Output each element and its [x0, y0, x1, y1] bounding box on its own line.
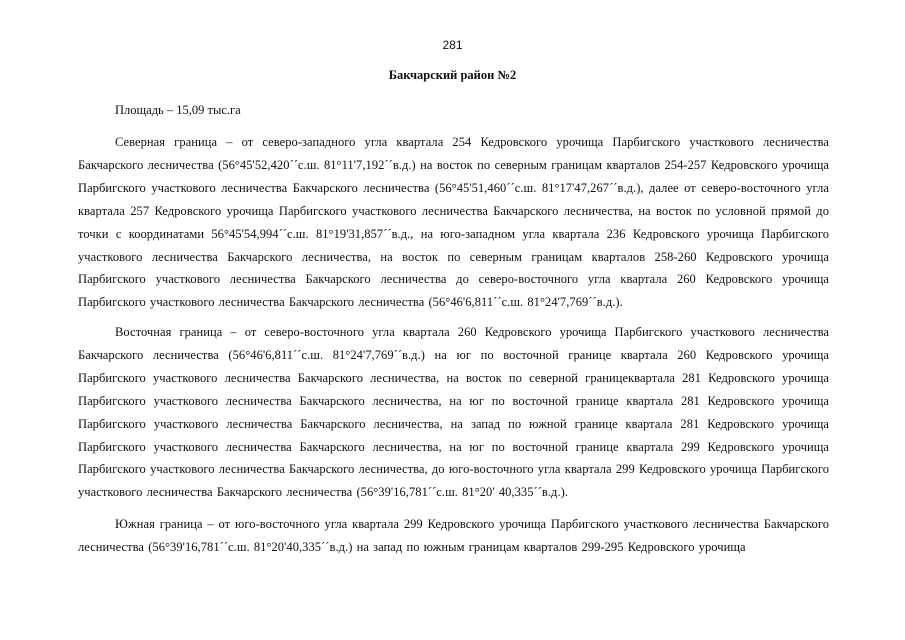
page-number: 281 [442, 38, 463, 52]
area-line: Площадь – 15,09 тыс.га [115, 103, 241, 117]
eastern-border-paragraph: Восточная граница – от северо-восточного угла квартала 260 Кедровского урочища Парбигского участкового лесничества Бакчарского лесничества (56°46'6,811´´с.ш. 81°24'7,769´´в.д.) на юг по восточной границе квартала 260 Кедровского урочища Парбигского участкового лесничества Бакчарского лесничества, на восток по северной границеквартала 281 Кедровского урочища Парбигского участкового лесничества Бакчарского лесничества, на юг по восточной границе квартала 281 Кедровского урочища Парбигского участкового лесничества Бакчарского лесничества, на запад по южной границе квартала 281 Кедровского урочища Парбигского участкового лесничества Бакчарского лесничества, на юг по восточной границе квартала 299 Кедровского урочища Парбигского участкового лесничества Бакчарского лесничества, до юго-восточного угла квартала 299 Кедровского урочища Парбигского участкового лесничества Бакчарского лесничества (56°39'16,781´´с.ш. 81°20' 40,335´´в.д.). [78, 325, 829, 500]
northern-border-paragraph: Северная граница – от северо-западного угла квартала 254 Кедровского урочища Парбигского участкового лесничества Бакчарского лесничества (56°45'52,420´´с.ш. 81°11'7,192´´в.д.) на восток по северным границам кварталов 254-257 Кедровского урочища Парбигского участкового лесничества Бакчарского лесничества (56°45'51,460´´с.ш. 81°17'47,267´´в.д.), далее от северо-восточного угла квартала 257 Кедровского урочища Парбигского участкового лесничества Бакчарского лесничества, на восток по условной прямой до точки с координатами 56°45'54,994´´с.ш. 81°19'31,857´´в.д., на юго-западном угла квартала 236 Кедровского урочища Парбигского участкового лесничества Бакчарского лесничества, на восток по северным границам кварталов 258-260 Кедровского урочища Парбигского участкового лесничества Бакчарского лесничества до северо-восточного угла квартала 260 Кедровского урочища Парбигского участкового лесничества Бакчарского лесничества (56°46'6,811´´с.ш. 81°24'7,769´´в.д.). [78, 135, 829, 310]
page-title: Бакчарский район №2 [388, 68, 517, 82]
southern-border-paragraph: Южная граница – от юго-восточного угла квартала 299 Кедровского урочища Парбигского участкового лесничества Бакчарского лесничества (56°39'16,781´´с.ш. 81°20'40,335´´в.д.) на запад по южным границам кварталов 299-295 Кедровского урочища [78, 517, 829, 554]
